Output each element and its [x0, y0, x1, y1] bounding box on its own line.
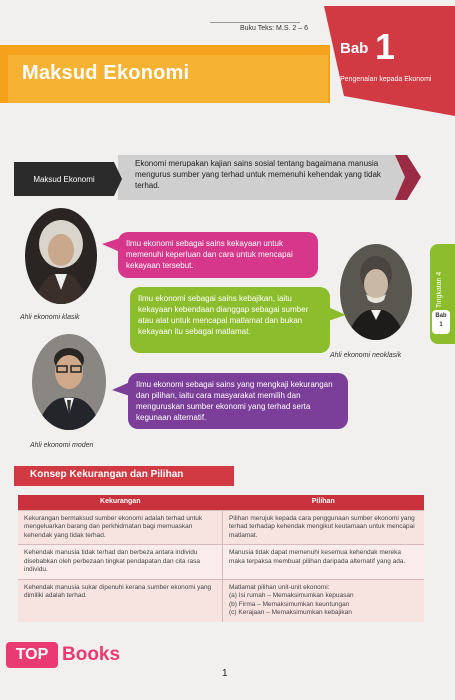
portrait-neoclassical-economist: [340, 244, 412, 340]
table-cell: Kehendak manusia sukar dipenuhi kerana sumber ekonomi yang dimiliki adalah terhad.: [18, 579, 223, 622]
bubble-tail-classical: [102, 236, 120, 256]
portrait-classical-economist: [25, 208, 97, 304]
column-header-choice: Pilihan: [223, 495, 425, 510]
column-header-scarcity: Kekurangan: [18, 495, 223, 510]
page-number: 1: [222, 668, 228, 679]
definition-label: Maksud Ekonomi: [14, 162, 114, 196]
table-cell: Pilihan merujuk kepada cara penggunaan sumber ekonomi yang terhad terhadap kehendak mengikut keutamaan untuk mencapai matlamat.: [223, 510, 425, 545]
table-cell: Kehendak manusia tidak terhad dan berbeza antara individu disebabkan oleh perbezaan tingkat pendapatan dan cita rasa individu.: [18, 545, 223, 580]
side-tab-form: Tingkatan 4: [436, 271, 443, 308]
section-heading: Konsep Kekurangan dan Pilihan: [30, 469, 184, 480]
chapter-number: 1: [375, 26, 396, 67]
side-tab-chapter-word: Bab: [435, 313, 447, 319]
concept-table: [18, 495, 424, 622]
bubble-text-modern: Ilmu ekonomi sebagai sains yang mengkaji kekurangan dan pilihan, iaitu cara masyarakat memilih dan menguruskan sumber ekonomi yang terhad serta kegunaan alternatif.: [136, 380, 333, 422]
bubble-tail-modern: [112, 380, 130, 400]
bubble-tail-neoclassical: [328, 305, 346, 325]
table-cell: Kekurangan bermaksud sumber ekonomi adalah terhad untuk mengeluarkan barang dan perkhidmatan bagi memuaskan kehendak yang tidak terhad.: [18, 510, 223, 545]
caption-modern: Ahli ekonomi moden: [30, 442, 94, 449]
table-cell: Matlamat pilihan unit-unit ekonomi: (a) Isi rumah – Memaksimumkan kepuasan (b) Firma – Memaksimumkan keuntungan (c) Kerajaan – Memaksimumkan kebajikan: [223, 579, 425, 622]
speech-bubble-modern: [128, 373, 348, 429]
caption-classical: Ahli ekonomi klasik: [20, 314, 80, 321]
table-row: [18, 510, 424, 545]
speech-bubble-neoclassical: [130, 287, 330, 353]
table-row: [18, 579, 424, 622]
table-row: [18, 545, 424, 580]
caption-neoclassical: Ahli ekonomi neoklasik: [330, 352, 402, 359]
definition-label-tip: [114, 162, 124, 196]
bubble-text-classical: Ilmu ekonomi sebagai sains kekayaan untuk memenuhi keperluan dan cara untuk mencapai kekayaan tersebut.: [126, 239, 293, 270]
chapter-subtitle: Pengenalan kepada Ekonomi: [340, 76, 432, 83]
portrait-modern-economist: [32, 334, 106, 430]
chapter-word: Bab: [340, 40, 369, 57]
speech-bubble-classical: [118, 232, 318, 278]
watermark-badge: TOP: [6, 642, 58, 668]
header-rule: [210, 22, 300, 23]
bubble-text-neoclassical: Ilmu ekonomi sebagai sains kebajikan, iaitu kekayaan kebendaan dianggap sebagai sumber atau alat untuk mencapai matlamat dan bukan kekayaan itu sebagai matlamat.: [138, 294, 309, 336]
side-tab-chapter-number: 1: [439, 322, 443, 328]
side-tab-chapter: [432, 310, 450, 334]
definition-text: Ekonomi merupakan kajian sains sosial tentang bagaimana manusia mengurus sumber yang terhad untuk memenuhi kehendak yang tidak terhad.: [135, 159, 381, 190]
table-cell: Manusia tidak dapat memenuhi kesemua kehendak mereka maka terpaksa membuat pilihan daripada alternatif yang ada.: [223, 545, 425, 580]
page-title: Maksud Ekonomi: [22, 62, 190, 84]
textbook-reference: Buku Teks: M.S. 2 – 6: [240, 25, 308, 32]
watermark-text: Books: [62, 644, 121, 665]
